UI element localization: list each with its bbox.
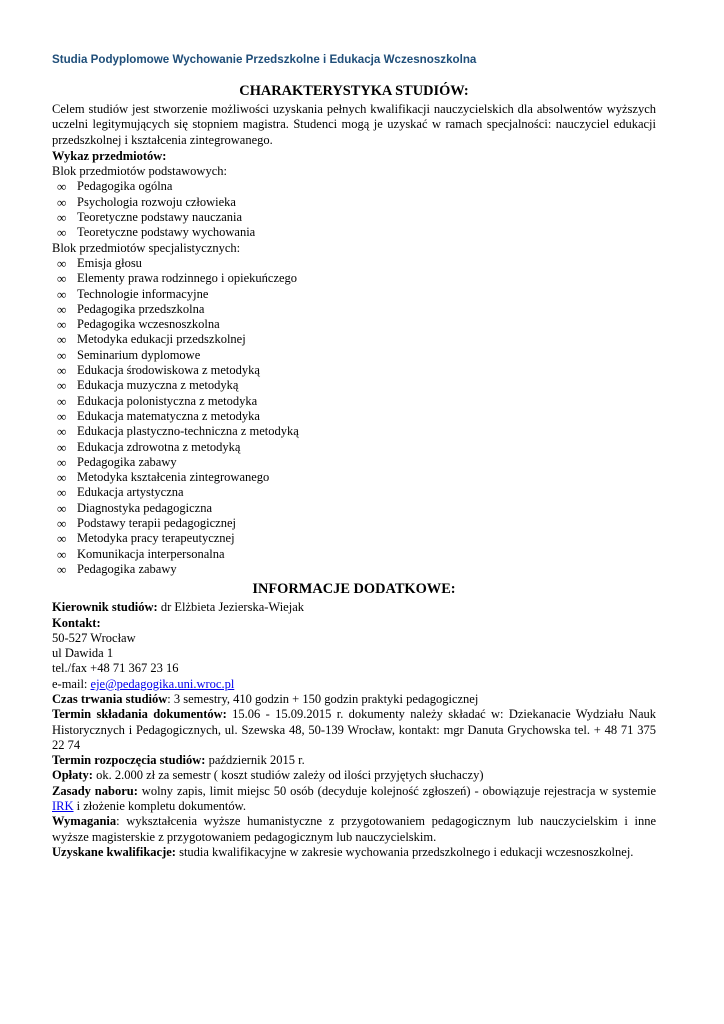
email-link[interactable]: eje@pedagogika.uni.wroc.pl [90,676,235,691]
special-block-label: Blok przedmiotów specjalistycznych: [52,240,241,255]
subject-name: Pedagogika ogólna [77,179,173,194]
start-label: Termin rozpoczęcia studiów: [52,753,206,768]
bullet-icon: ∞ [57,317,67,333]
start-value: październik 2015 r. [205,753,305,768]
special-subjects-list [52,256,656,577]
subject-name: Komunikacja interpersonalna [77,546,225,561]
requirements-label: Wymagania [52,814,117,829]
director-line [52,600,656,615]
subject-name: Elementy prawa rodzinnego i opiekuńczego [77,271,298,286]
subject-name: Pedagogika zabawy [77,561,177,576]
intro-paragraph: Celem studiów jest stworzenie możliwości uzyskania pełnych kwalifikacji nauczycielskich dla absolwentów wyższych uczelni legitymujących się stopniem magistra. Studenci mogą je uzyskać w ramach specjalności: nauczyciel edukacji przedszkolnej i kształcenia zintegrowanego. [52,102,656,147]
list-item [52,287,656,302]
list-item [52,470,656,485]
list-item [52,485,656,500]
docs-line [52,707,656,753]
bullet-icon: ∞ [57,378,67,394]
fees-label: Opłaty: [52,768,93,783]
subject-name: Edukacja zdrowotna z metodyką [77,439,241,454]
subject-name: Pedagogika wczesnoszkolna [77,317,220,332]
fees-line [52,768,656,783]
subject-name: Edukacja plastyczno-techniczna z metodyką [77,424,299,439]
qualifications-label: Uzyskane kwalifikacje: [52,844,176,859]
list-item [52,440,656,455]
document-title: Studia Podyplomowe Wychowanie Przedszkolne i Edukacja Wczesnoszkolna [52,53,477,66]
duration-line [52,692,656,707]
requirements-value: : wykształcenia wyższe humanistyczne z przygotowaniem pedagogicznym lub nauczycielskim i inne wyższe magisterskie z przygotowaniem pedagogicznym lub nauczycielskim. [52,814,656,844]
subject-name: Technologie informacyjne [77,286,209,301]
list-item [52,424,656,439]
subject-name: Pedagogika przedszkolna [77,301,205,316]
list-item [52,210,656,225]
subject-name: Metodyka pracy terapeutycznej [77,531,235,546]
bullet-icon: ∞ [57,561,67,577]
admission-label: Zasady naboru: [52,783,138,798]
bullet-icon: ∞ [57,439,67,455]
bullet-icon: ∞ [57,179,67,195]
docs-label: Termin składania dokumentów: [52,707,227,722]
admission-value-2: i złożenie kompletu dokumentów. [73,799,246,814]
list-item [52,409,656,424]
duration-label: Czas trwania studiów [52,691,168,706]
subject-name: Pedagogika zabawy [77,454,177,469]
basic-subjects-list [52,179,656,240]
bullet-icon: ∞ [57,194,67,210]
bullet-icon: ∞ [57,546,67,562]
subject-name: Psychologia rozwoju człowieka [77,194,236,209]
bullet-icon: ∞ [57,393,67,409]
admission-line [52,784,656,815]
bullet-icon: ∞ [57,454,67,470]
list-item [52,195,656,210]
contact-street: ul Dawida 1 [52,646,114,661]
document-page [52,52,656,860]
subject-name: Teoretyczne podstawy nauczania [77,210,243,225]
characteristics-heading: CHARAKTERYSTYKA STUDIÓW: [239,83,469,99]
contact-city: 50-527 Wrocław [52,630,136,645]
bullet-icon: ∞ [57,286,67,302]
bullet-icon: ∞ [57,347,67,363]
list-item [52,547,656,562]
list-item [52,455,656,470]
bullet-icon: ∞ [57,516,67,532]
qualifications-value: studia kwalifikacyjne w zakresie wychowania przedszkolnego i edukacji wczesnoszkolnej. [175,844,634,859]
director-label: Kierownik studiów: [52,600,158,615]
bullet-icon: ∞ [57,255,67,271]
bullet-icon: ∞ [57,210,67,226]
subject-name: Teoretyczne podstawy wychowania [77,225,256,240]
subject-name: Emisja głosu [77,255,142,270]
bullet-icon: ∞ [57,225,67,241]
bullet-icon: ∞ [57,363,67,379]
list-item [52,562,656,577]
bullet-icon: ∞ [57,301,67,317]
irk-link[interactable]: IRK [52,799,74,814]
list-item [52,394,656,409]
duration-value: : 3 semestry, 410 godzin + 150 godzin praktyki pedagogicznej [167,691,479,706]
qualifications-line [52,845,656,860]
bullet-icon: ∞ [57,470,67,486]
fees-value: ok. 2.000 zł za semestr ( koszt studiów zależy od ilości przyjętych słuchaczy) [92,768,484,783]
subject-name: Metodyka edukacji przedszkolnej [77,332,246,347]
list-item [52,378,656,393]
subject-name: Edukacja muzyczna z metodyką [77,378,239,393]
subject-name: Metodyka kształcenia zintegrowanego [77,470,270,485]
subject-name: Seminarium dyplomowe [77,347,201,362]
contact-label: Kontakt: [52,615,101,630]
list-item [52,256,656,271]
admission-value-1: wolny zapis, limit miejsc 50 osób (decyduje kolejność zgłoszeń) - obowiązuje rejestracja w systemie [137,783,656,798]
list-item [52,363,656,378]
bullet-icon: ∞ [57,271,67,287]
email-label: e-mail: [52,676,91,691]
bullet-icon: ∞ [57,408,67,424]
list-item [52,516,656,531]
list-item [52,531,656,546]
docs-value: 15.06 - 15.09.2015 r. dokumenty należy składać w: Dziekanacie Wydziału Nauk Historycznych i Pedagogicznych, ul. Szewska 48, 50-139 Wrocław, kontakt: mgr Danuta Grychowska tel. + 48 71 375 22 74 [52,707,656,752]
list-item [52,271,656,286]
basic-block-label: Blok przedmiotów podstawowych: [52,164,227,179]
list-item [52,179,656,194]
subjects-heading: Wykaz przedmiotów: [52,148,167,163]
bullet-icon: ∞ [57,531,67,547]
requirements-line [52,814,656,845]
subject-name: Edukacja środowiskowa z metodyką [77,363,260,378]
bullet-icon: ∞ [57,485,67,501]
list-item [52,501,656,516]
list-item [52,302,656,317]
subject-name: Edukacja artystyczna [77,485,184,500]
start-line [52,753,656,768]
subject-name: Edukacja matematyczna z metodyka [77,408,260,423]
list-item [52,348,656,363]
bullet-icon: ∞ [57,424,67,440]
subject-name: Podstawy terapii pedagogicznej [77,516,236,531]
list-item [52,225,656,240]
subject-name: Edukacja polonistyczna z metodyka [77,393,258,408]
info-heading: INFORMACJE DODATKOWE: [252,581,456,598]
contact-phone: tel./fax +48 71 367 23 16 [52,661,179,676]
email-line [52,677,656,692]
list-item [52,317,656,332]
subject-name: Diagnostyka pedagogiczna [77,500,213,515]
bullet-icon: ∞ [57,332,67,348]
bullet-icon: ∞ [57,500,67,516]
director-value: dr Elżbieta Jezierska-Wiejak [157,600,304,615]
list-item [52,332,656,347]
